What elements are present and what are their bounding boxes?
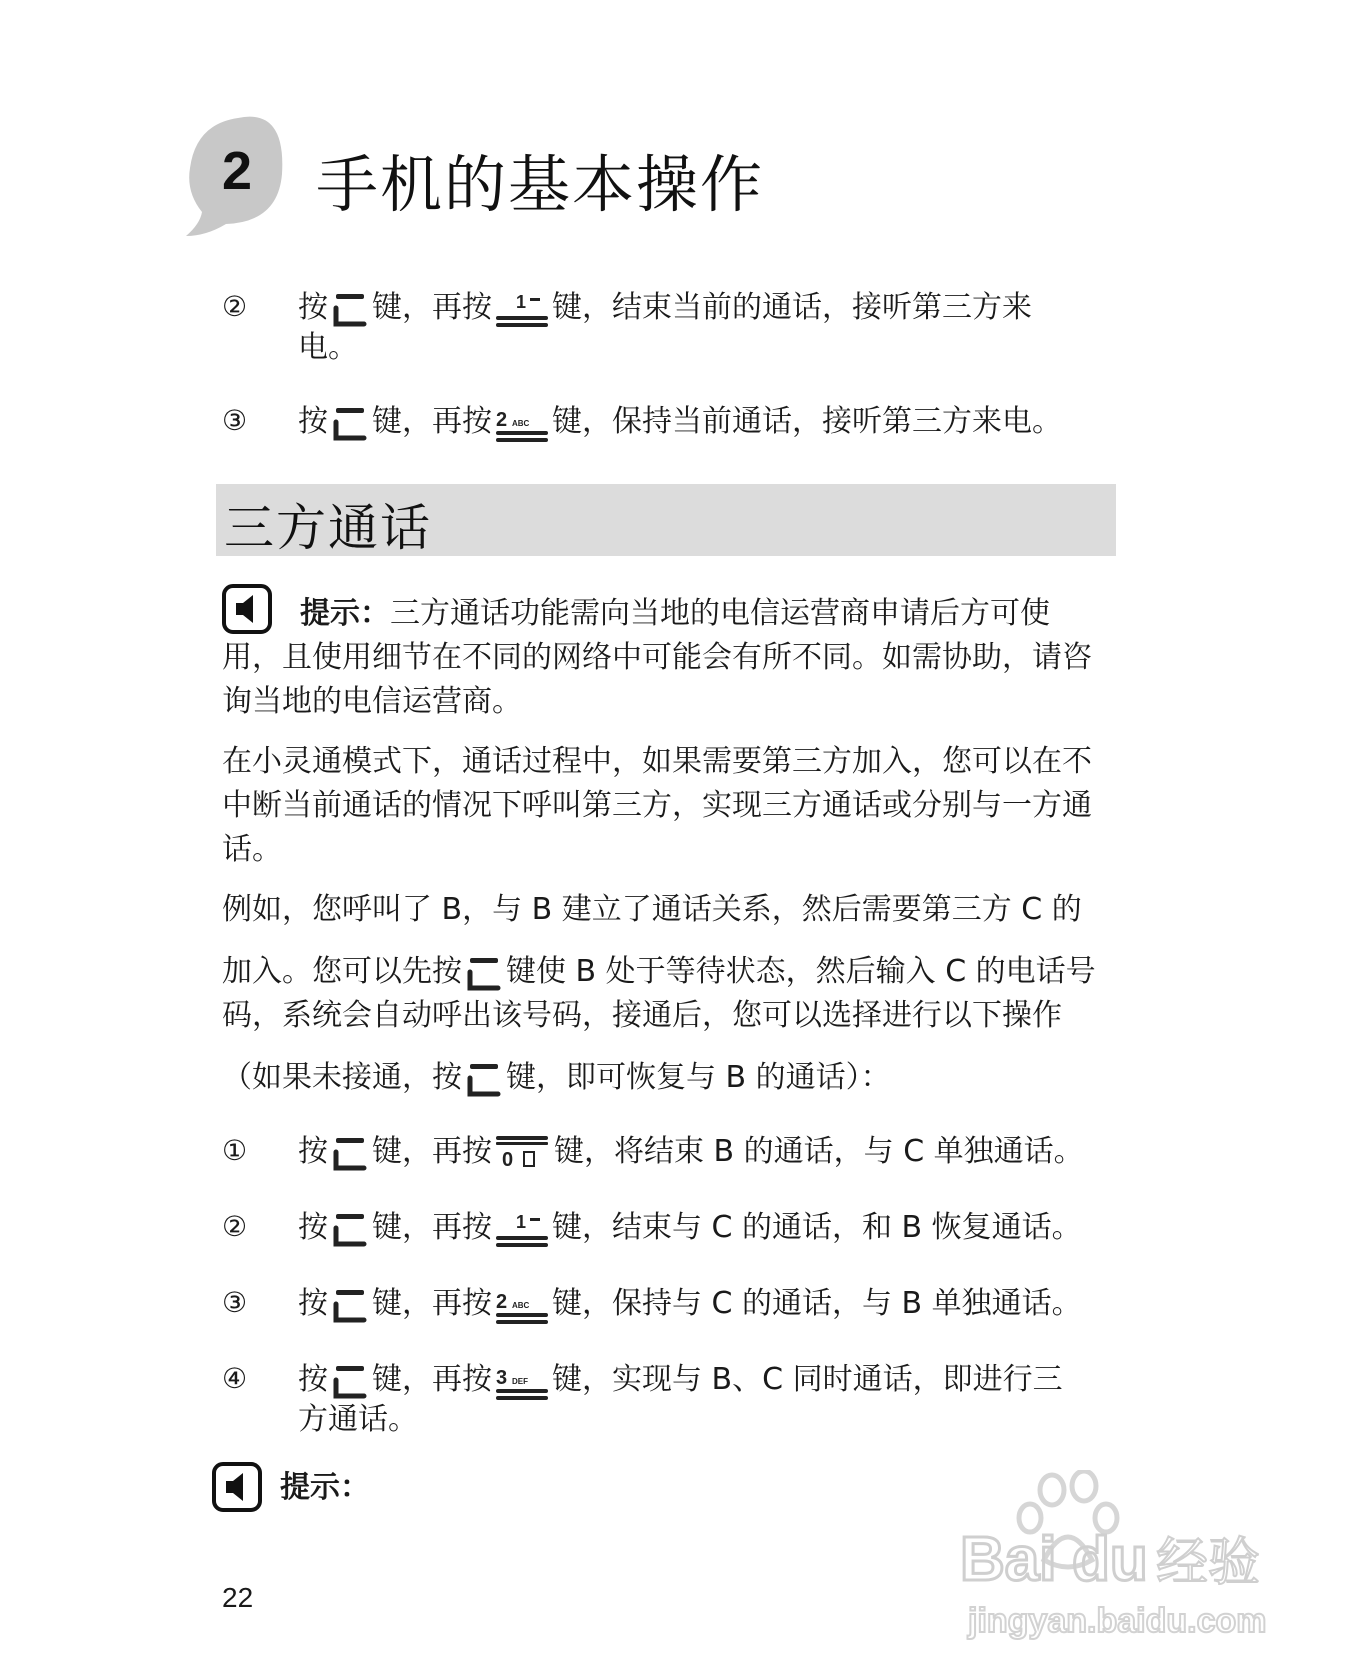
item-text: 按 xyxy=(298,1134,328,1169)
item-text: 键，结束当前的通话，接听第三方来 xyxy=(552,290,1032,325)
watermark-brand-cn: 经验 xyxy=(1156,1533,1261,1593)
baidu-watermark xyxy=(960,1470,1290,1650)
item-text: 键，再按 xyxy=(372,1210,492,1245)
item-text: 键，再按 xyxy=(372,1362,492,1397)
key-2-icon xyxy=(494,404,550,444)
para-text: 加入。您可以先按 xyxy=(222,954,462,989)
item-text: 键，再按 xyxy=(372,290,492,325)
send-key-icon xyxy=(330,1134,370,1174)
item-text: 按 xyxy=(298,1286,328,1321)
keycap-sub: ABC xyxy=(512,419,530,428)
top-item-3 xyxy=(298,400,1062,444)
keycap-label: 2 xyxy=(496,409,508,431)
item-marker: ③ xyxy=(222,404,248,437)
send-key-icon xyxy=(330,1362,370,1402)
para2-line3: 码，系统会自动呼出该号码，接通后，您可以选择进行以下操作 xyxy=(222,998,1062,1033)
option-item-2 xyxy=(298,1206,1082,1250)
para1-line2: 中断当前通话的情况下呼叫第三方，实现三方通话或分别与一方通 xyxy=(222,788,1092,823)
item-text: 键，实现与 B、C 同时通话，即进行三 xyxy=(552,1362,1063,1397)
item-text: 按 xyxy=(298,1362,328,1397)
key-1-icon xyxy=(494,1210,550,1250)
para-text: 键，即可恢复与 B 的通话）： xyxy=(506,1060,891,1095)
para2-line2 xyxy=(222,950,1096,994)
item-continuation: 方通话。 xyxy=(298,1402,418,1437)
chapter-number: 2 xyxy=(222,141,253,201)
para1-line1: 在小灵通模式下，通话过程中，如果需要第三方加入，您可以在不 xyxy=(222,744,1092,779)
speaker-icon xyxy=(222,584,272,638)
tip1-line2: 用，且使用细节在不同的网络中可能会有所不同。如需协助，请咨 xyxy=(222,640,1092,675)
send-key-icon xyxy=(330,290,370,330)
section-title: 三方通话 xyxy=(224,499,432,557)
tip-text: 三方通话功能需向当地的电信运营商申请后方可使 xyxy=(390,596,1050,631)
watermark-brand-b: du xyxy=(1072,1525,1148,1594)
top-item-2 xyxy=(298,286,1032,330)
item-marker: ④ xyxy=(222,1362,248,1395)
item-text: 键，保持与 C 的通话，与 B 单独通话。 xyxy=(552,1286,1082,1321)
item-marker: ③ xyxy=(222,1286,248,1319)
option-item-3 xyxy=(298,1282,1082,1326)
item-text: 键，保持当前通话，接听第三方来电。 xyxy=(552,404,1062,439)
item-text: 键，结束与 C 的通话，和 B 恢复通话。 xyxy=(552,1210,1082,1245)
tip1-line1 xyxy=(300,592,1050,636)
keycap-label: 1 xyxy=(516,292,527,312)
send-key-icon xyxy=(330,404,370,444)
item-marker: ② xyxy=(222,290,248,323)
keycap-label: 2 xyxy=(496,1291,508,1313)
send-key-icon xyxy=(330,1210,370,1250)
para2-line1: 例如，您呼叫了 B，与 B 建立了通话关系，然后需要第三方 C 的 xyxy=(222,892,1082,927)
tip-label: 提示： xyxy=(300,596,390,631)
send-key-icon xyxy=(464,954,504,994)
para2-line4 xyxy=(222,1056,891,1100)
key-0-icon xyxy=(494,1134,552,1174)
item-text: 按 xyxy=(298,1210,328,1245)
keycap-label: 3 xyxy=(496,1367,508,1389)
key-3-icon xyxy=(494,1362,550,1402)
item-text: 键，再按 xyxy=(372,1286,492,1321)
watermark-brand-a: Bai xyxy=(960,1525,1057,1594)
para-text: 键使 B 处于等待状态，然后输入 C 的电话号 xyxy=(506,954,1096,989)
item-text: 按 xyxy=(298,290,328,325)
item-text: 键，再按 xyxy=(372,404,492,439)
option-item-4 xyxy=(298,1358,1063,1402)
para-text: （如果未接通，按 xyxy=(222,1060,462,1095)
chapter-title: 手机的基本操作 xyxy=(316,148,765,221)
item-marker: ② xyxy=(222,1210,248,1243)
page-number: 22 xyxy=(222,1582,254,1613)
item-marker: ① xyxy=(222,1134,248,1167)
key-1-icon xyxy=(494,290,550,330)
speaker-icon xyxy=(212,1462,262,1516)
tip1-line3: 询当地的电信运营商。 xyxy=(222,684,522,719)
tip2-label: 提示： xyxy=(280,1470,370,1505)
item-continuation: 电。 xyxy=(298,330,358,365)
watermark-url: jingyan.baidu.com xyxy=(968,1602,1267,1640)
item-text: 键，将结束 B 的通话，与 C 单独通话。 xyxy=(554,1134,1084,1169)
keycap-label: 0 xyxy=(502,1149,514,1171)
item-text: 按 xyxy=(298,404,328,439)
keycap-sub: DEF xyxy=(512,1377,528,1386)
send-key-icon xyxy=(464,1060,504,1100)
keycap-sub: ABC xyxy=(512,1301,530,1310)
option-item-1 xyxy=(298,1130,1084,1174)
para1-line3: 话。 xyxy=(222,832,282,867)
key-2-icon xyxy=(494,1286,550,1326)
item-text: 键，再按 xyxy=(372,1134,492,1169)
send-key-icon xyxy=(330,1286,370,1326)
keycap-label: 1 xyxy=(516,1212,527,1232)
